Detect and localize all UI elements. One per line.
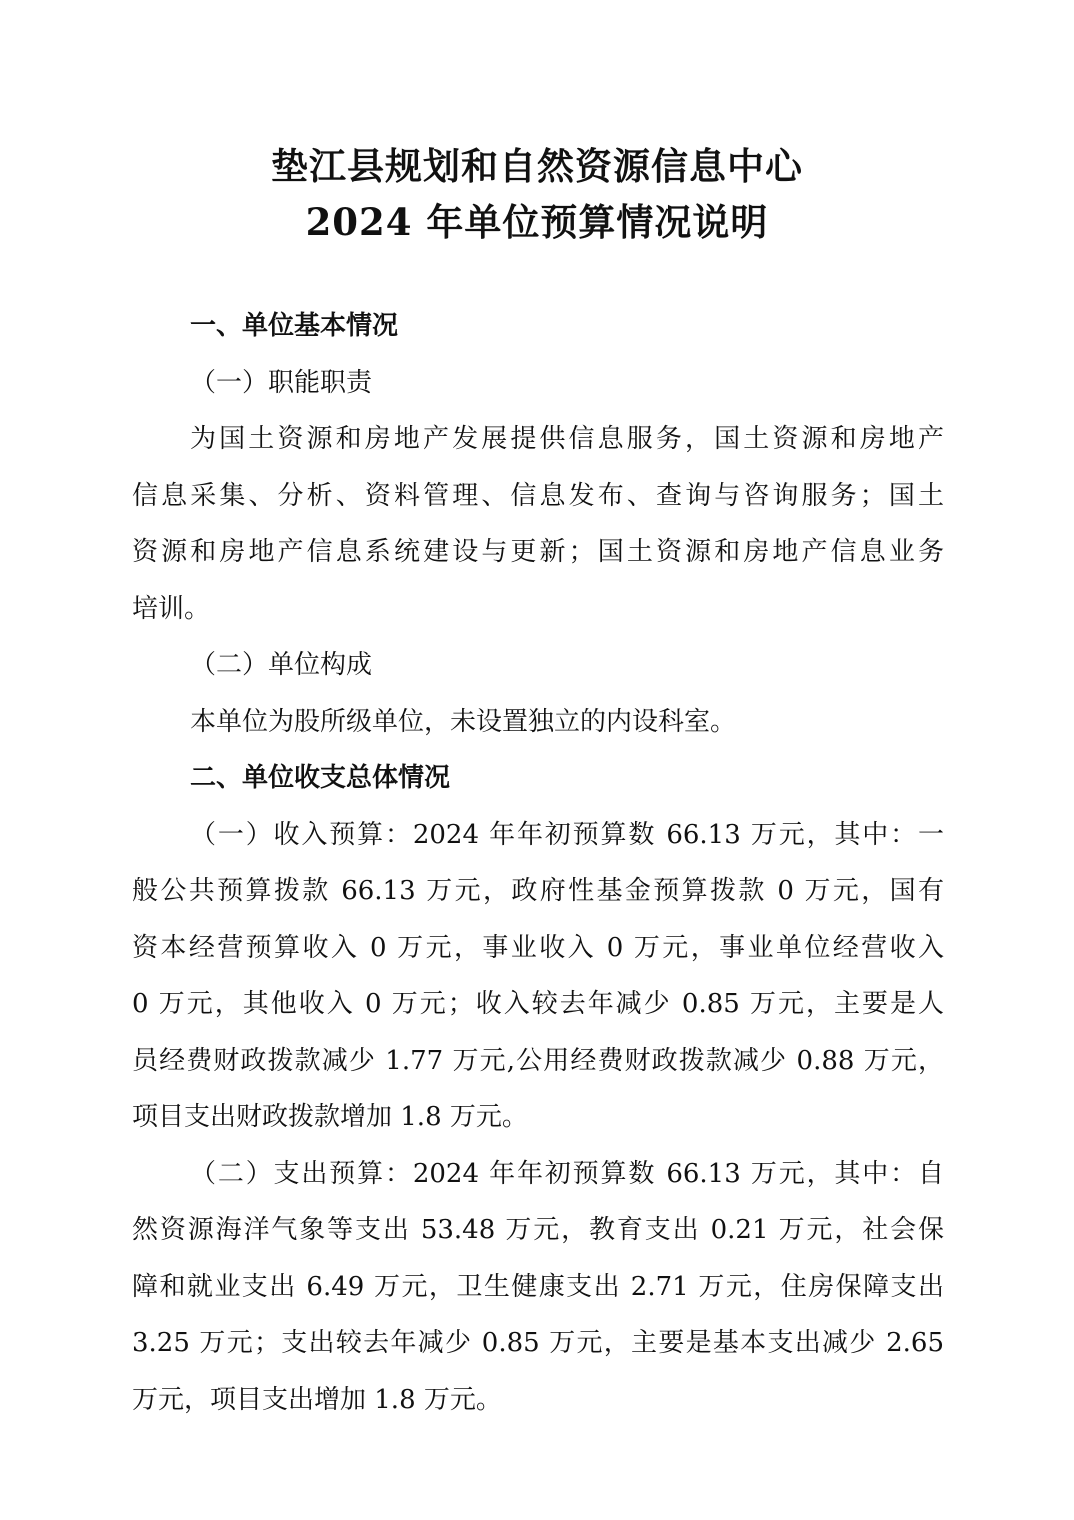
text-line: 培训。 [132,593,211,624]
section-heading [132,750,944,807]
text-line: 资本经营预算收入 0 万元，事业收入 0 万元，事业单位经营收入 [132,932,944,963]
paragraph [132,411,944,637]
text-line: 般公共预算拨款 66.13 万元，政府性基金预算拨款 0 万元，国有 [132,876,944,906]
document-subtitle: 2024 年单位预算情况说明 [305,200,769,244]
text-line: 为国土资源和房地产发展提供信息服务，国土资源和房地产 [190,424,944,454]
text-line: 万元，项目支出增加 1.8 万元。 [132,1384,502,1415]
subsection-heading [132,637,944,694]
document-title: 垫江县规划和自然资源信息中心 [271,144,803,188]
paragraph [132,1146,944,1429]
document-body [132,298,944,1428]
text-line: 3.25 万元；支出较去年减少 0.85 万元，主要是基本支出减少 2.65 [132,1328,944,1358]
text-line: （一）职能职责 [190,367,373,398]
text-line: （二）单位构成 [190,650,373,680]
text-line: （一）收入预算：2024 年年初预算数 66.13 万元，其中：一 [190,819,944,850]
paragraph [132,807,944,1146]
text-line: 然资源海洋气象等支出 53.48 万元，教育支出 0.21 万元，社会保 [132,1215,944,1245]
section-heading [132,298,944,355]
text-line: 员经费财政拨款减少 1.77 万元,公用经费财政拨款减少 0.88 万元， [132,1045,944,1076]
text-line: （二）支出预算：2024 年年初预算数 66.13 万元，其中：自 [190,1158,944,1189]
text-line: 资源和房地产信息系统建设与更新；国土资源和房地产信息业务 [132,537,944,567]
text-line: 0 万元，其他收入 0 万元；收入较去年减少 0.85 万元，主要是人 [132,989,944,1019]
text-line: 项目支出财政拨款增加 1.8 万元。 [132,1102,528,1132]
text-line: 二、单位收支总体情况 [190,763,451,793]
paragraph [132,694,944,751]
subsection-heading [132,355,944,412]
text-line: 信息采集、分析、资料管理、信息发布、查询与咨询服务；国土 [132,480,944,511]
text-line: 本单位为股所级单位，未设置独立的内设科室。 [190,706,737,737]
text-line: 一、单位基本情况 [190,311,399,341]
text-line: 障和就业支出 6.49 万元，卫生健康支出 2.71 万元，住房保障支出 [132,1271,944,1302]
